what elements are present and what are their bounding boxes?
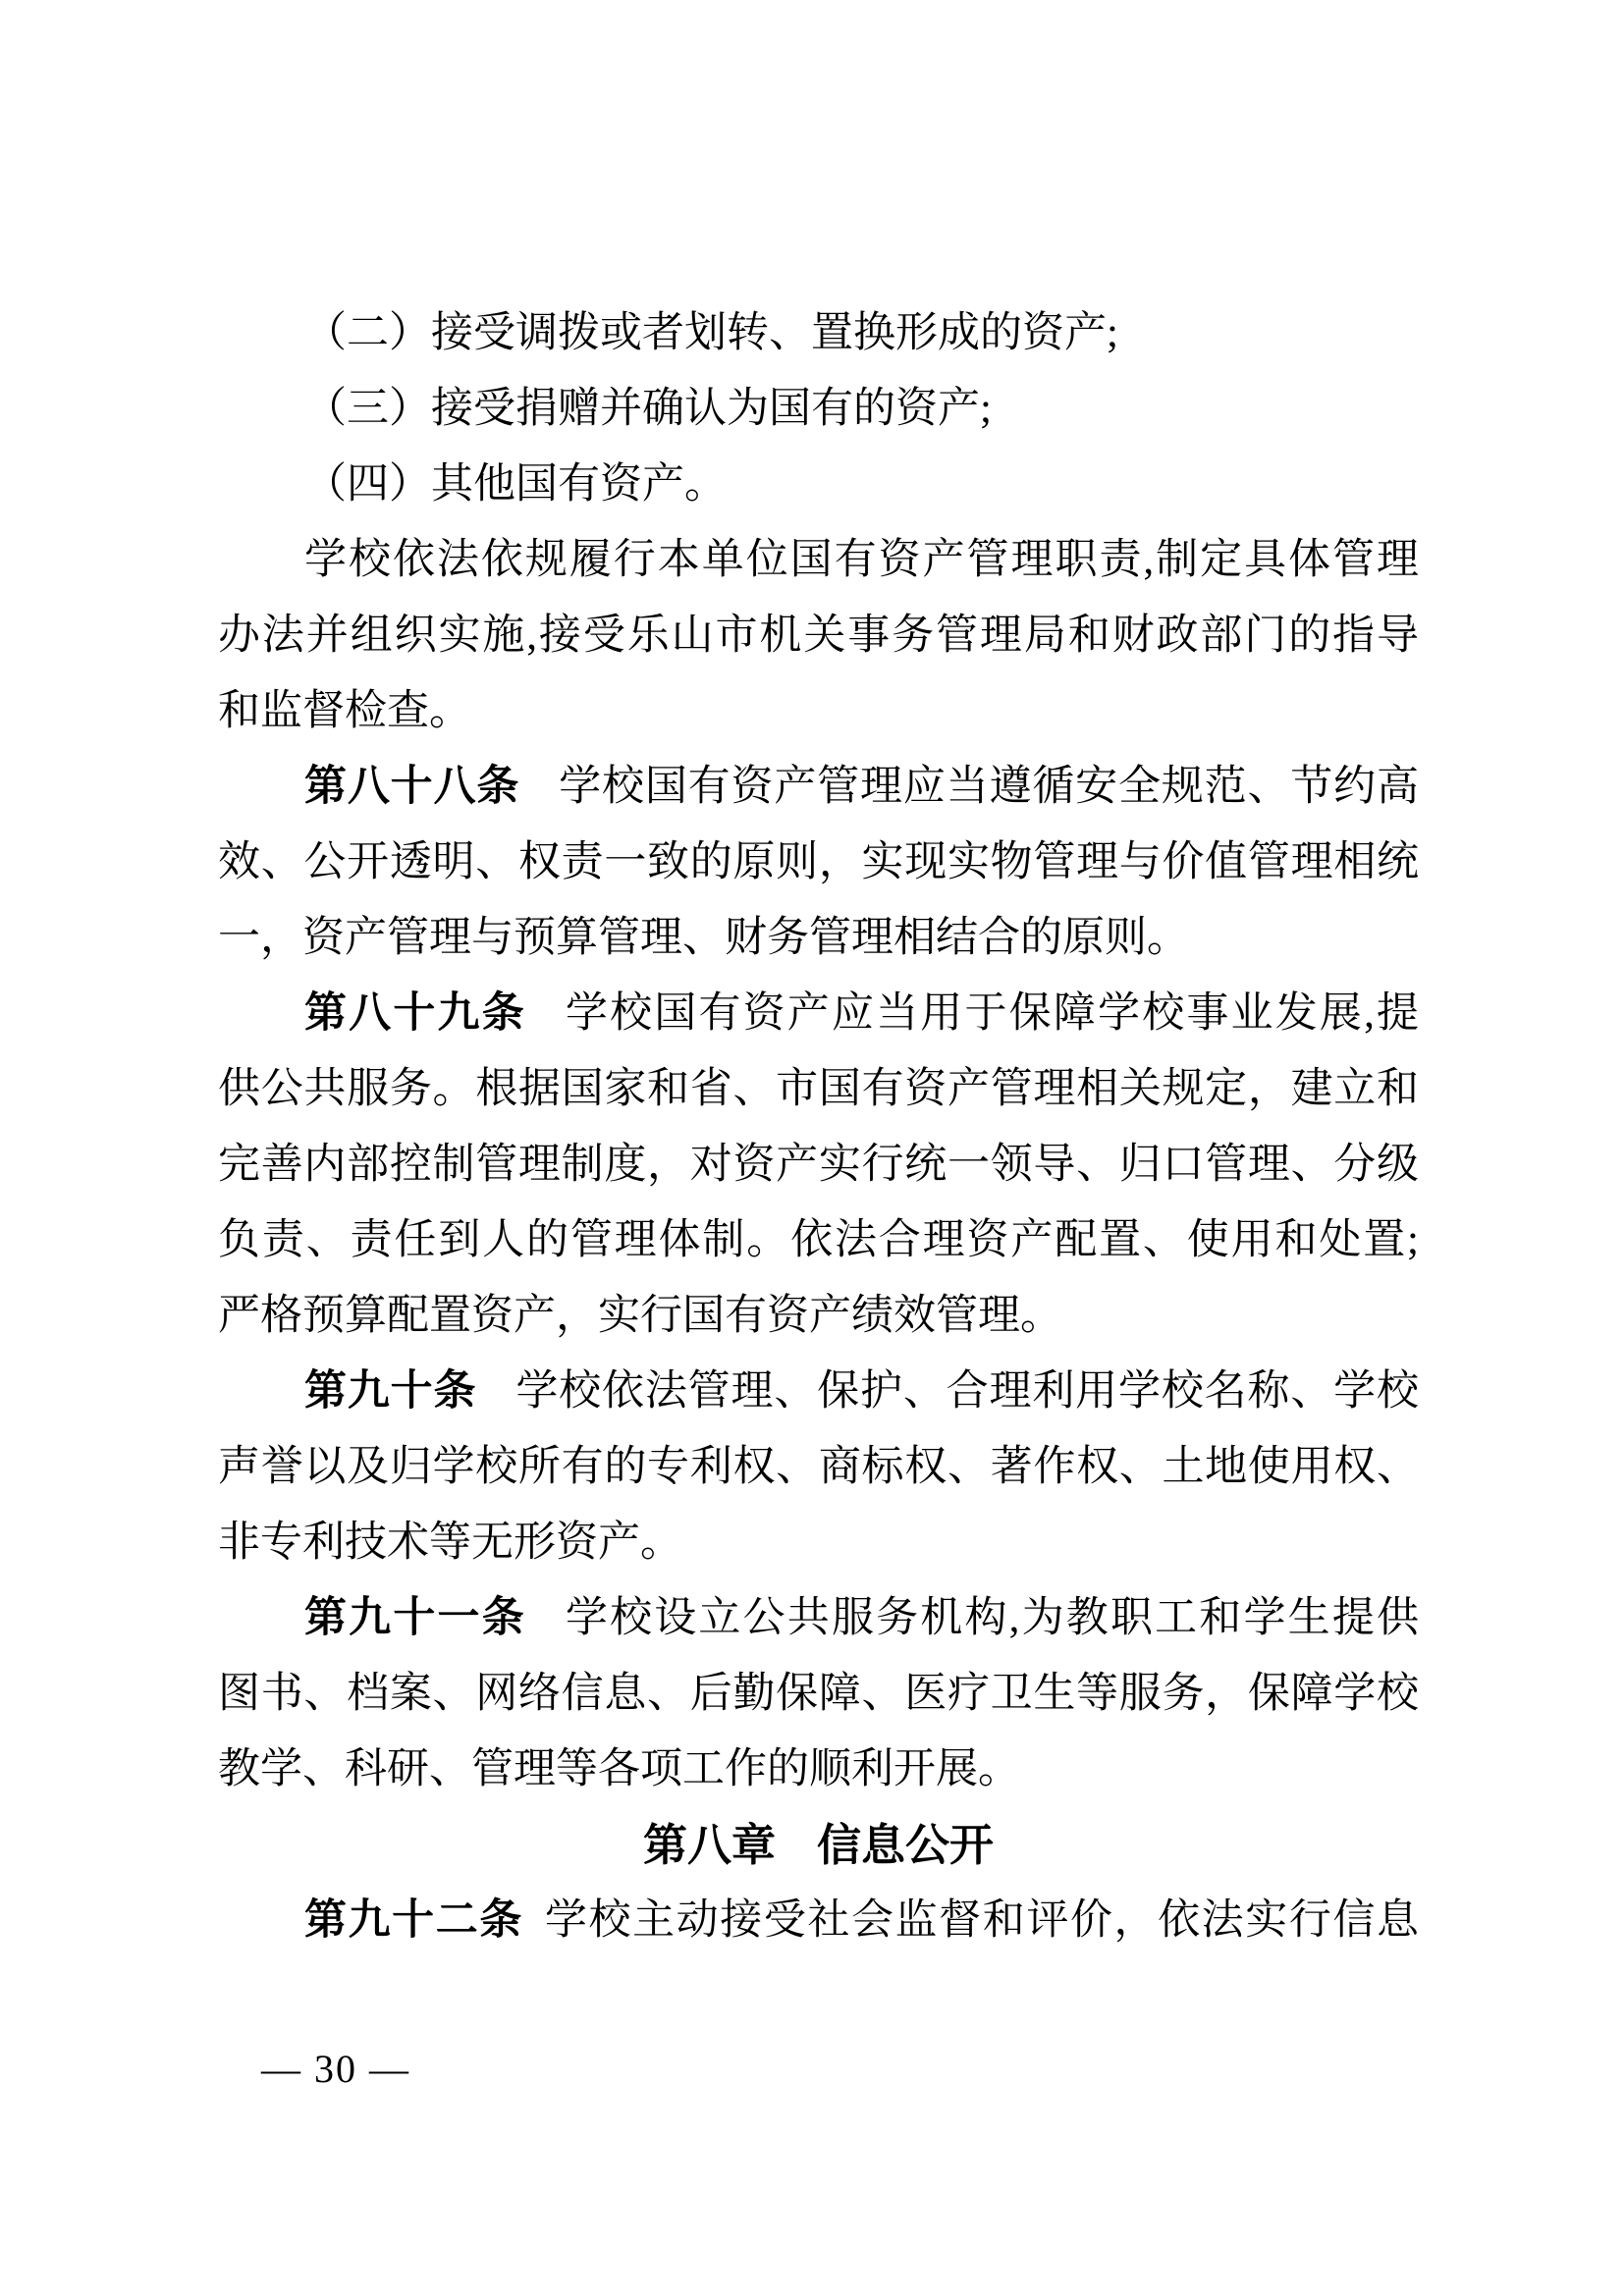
article-text: 学校国有资产管理应当遵循安全规范、节约高	[559, 764, 1420, 810]
paragraph-text: 和监督检查。	[218, 688, 471, 734]
list-item-text: （二）接受调拨或者划转、置换形成的资产;	[304, 310, 1118, 356]
paragraph-line	[218, 1202, 1419, 1278]
article-line	[218, 1883, 1419, 1958]
paragraph-text: 严格预算配置资产，实行国有资产绩效管理。	[218, 1293, 1062, 1339]
article-number: 第八十九条	[304, 989, 526, 1037]
paragraph-text: 图书、档案、网络信息、后勤保障、医疗卫生等服务，保障学校	[218, 1671, 1419, 1717]
article-number: 第九十二条	[304, 1896, 523, 1944]
chapter-title: 信息公开	[817, 1820, 995, 1870]
paragraph-line	[218, 1051, 1419, 1127]
article-number: 第九十条	[304, 1367, 477, 1415]
paragraph-text: 一，资产管理与预算管理、财务管理相结合的原则。	[218, 915, 1189, 961]
paragraph-line	[218, 1429, 1419, 1505]
paragraph-line	[218, 1127, 1419, 1202]
list-item-text: （四）其他国有资产。	[304, 461, 727, 507]
paragraph-line	[218, 1505, 1419, 1580]
page-number: — 30 —	[261, 2047, 410, 2091]
article-number: 第九十一条	[304, 1594, 526, 1641]
document-body	[218, 295, 1419, 1958]
paragraph-text: 教学、科研、管理等各项工作的顺利开展。	[218, 1746, 1020, 1792]
paragraph-line	[218, 522, 1419, 598]
paragraph-line	[218, 598, 1419, 673]
article-line	[218, 1580, 1419, 1656]
article-line	[218, 1354, 1419, 1429]
article-number: 第八十八条	[304, 763, 520, 810]
paragraph-text: 学校依法依规履行本单位国有资产管理职责,制定具体管理	[304, 537, 1419, 583]
chapter-heading	[218, 1807, 1419, 1883]
article-text: 学校国有资产应当用于保障学校事业发展,提	[565, 990, 1420, 1037]
paragraph-text: 供公共服务。根据国家和省、市国有资产管理相关规定，建立和	[218, 1066, 1419, 1112]
paragraph-text: 效、公开透明、权责一致的原则，实现实物管理与价值管理相统	[218, 839, 1419, 885]
article-line	[218, 976, 1419, 1051]
paragraph-line	[218, 673, 1419, 749]
paragraph-line	[218, 1732, 1419, 1807]
paragraph-line	[218, 1656, 1419, 1732]
list-item-line	[218, 371, 1419, 447]
article-text: 学校设立公共服务机构,为教职工和学生提供	[565, 1595, 1420, 1641]
paragraph-line	[218, 825, 1419, 900]
paragraph-line	[218, 1278, 1419, 1354]
list-item-line	[218, 295, 1419, 371]
paragraph-text: 办法并组织实施,接受乐山市机关事务管理局和财政部门的指导	[218, 613, 1419, 659]
article-text: 学校主动接受社会监督和评价，依法实行信息	[544, 1897, 1420, 1944]
article-line	[218, 749, 1419, 825]
paragraph-text: 负责、责任到人的管理体制。依法合理资产配置、使用和处置;	[218, 1217, 1419, 1263]
article-text: 学校依法管理、保护、合理利用学校名称、学校	[515, 1368, 1420, 1415]
paragraph-line	[218, 900, 1419, 976]
list-item-line	[218, 447, 1419, 522]
paragraph-text: 完善内部控制管理制度，对资产实行统一领导、归口管理、分级	[218, 1142, 1419, 1188]
paragraph-text: 非专利技术等无形资产。	[218, 1520, 682, 1566]
chapter-number: 第八章	[642, 1820, 776, 1870]
list-item-text: （三）接受捐赠并确认为国有的资产;	[304, 386, 992, 432]
paragraph-text: 声誉以及归学校所有的专利权、商标权、著作权、土地使用权、	[218, 1444, 1419, 1490]
